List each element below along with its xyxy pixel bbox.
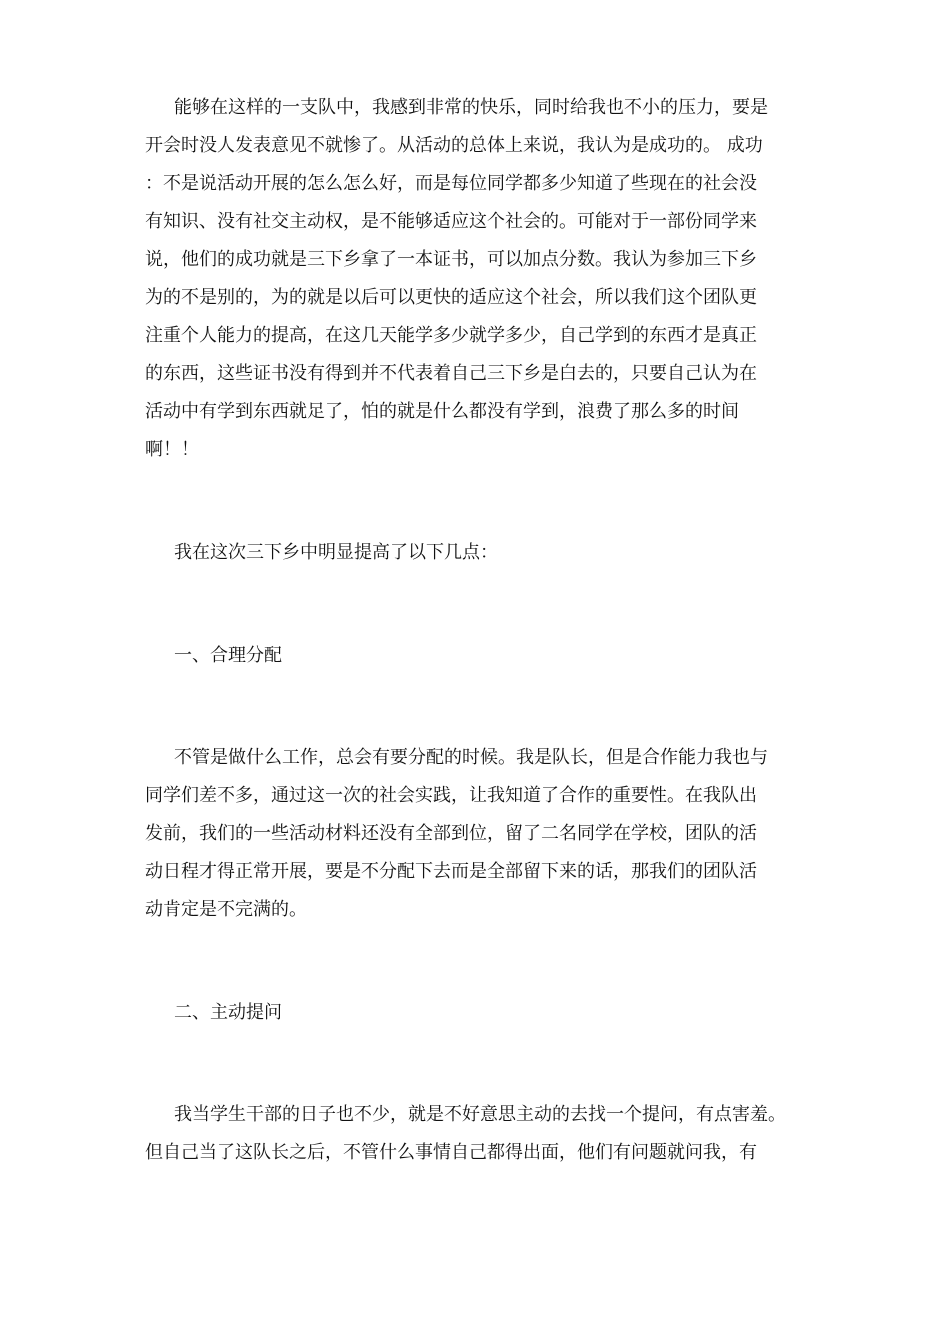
paragraph-3-line-4: 动日程才得正常开展，要是不分配下去而是全部留下来的话，那我们的团队活 — [145, 861, 757, 882]
section-heading-1: 一、合理分配 — [174, 645, 282, 666]
paragraph-2-line-1: 我在这次三下乡中明显提高了以下几点： — [174, 542, 498, 563]
paragraph-3-line-5: 动肯定是不完满的。 — [145, 899, 307, 920]
paragraph-3-line-2: 同学们差不多，通过这一次的社会实践，让我知道了合作的重要性。在我队出 — [145, 785, 757, 806]
paragraph-1-line-4: 有知识、没有社交主动权，是不能够适应这个社会的。可能对于一部份同学来 — [145, 211, 757, 232]
paragraph-3-line-1: 不管是做什么工作，总会有要分配的时候。我是队长，但是合作能力我也与 — [174, 747, 768, 768]
paragraph-1-line-7: 注重个人能力的提高，在这几天能学多少就学多少，自己学到的东西才是真正 — [145, 325, 757, 346]
paragraph-3-line-3: 发前，我们的一些活动材料还没有全部到位，留了二名同学在学校，团队的活 — [145, 823, 757, 844]
paragraph-4-line-1: 我当学生干部的日子也不少，就是不好意思主动的去找一个提问，有点害羞。 — [174, 1104, 786, 1125]
paragraph-1-line-10: 啊！！ — [145, 439, 199, 460]
paragraph-1-line-8: 的东西，这些证书没有得到并不代表着自己三下乡是白去的，只要自己认为在 — [145, 363, 757, 384]
section-heading-2: 二、主动提问 — [174, 1002, 282, 1023]
paragraph-1-line-6: 为的不是别的，为的就是以后可以更快的适应这个社会，所以我们这个团队更 — [145, 287, 757, 308]
paragraph-1-line-1: 能够在这样的一支队中，我感到非常的快乐，同时给我也不小的压力，要是 — [174, 97, 768, 118]
paragraph-1-line-2: 开会时没人发表意见不就惨了。从活动的总体上来说，我认为是成功的。 成功 — [145, 135, 763, 156]
paragraph-1-line-3: ：不是说活动开展的怎么怎么好，而是每位同学都多少知道了些现在的社会没 — [145, 173, 757, 194]
paragraph-1-line-5: 说，他们的成功就是三下乡拿了一本证书，可以加点分数。我认为参加三下乡 — [145, 249, 757, 270]
paragraph-1-line-9: 活动中有学到东西就足了，怕的就是什么都没有学到，浪费了那么多的时间 — [145, 401, 739, 422]
paragraph-4-line-2: 但自己当了这队长之后，不管什么事情自己都得出面，他们有问题就问我，有 — [145, 1142, 757, 1163]
